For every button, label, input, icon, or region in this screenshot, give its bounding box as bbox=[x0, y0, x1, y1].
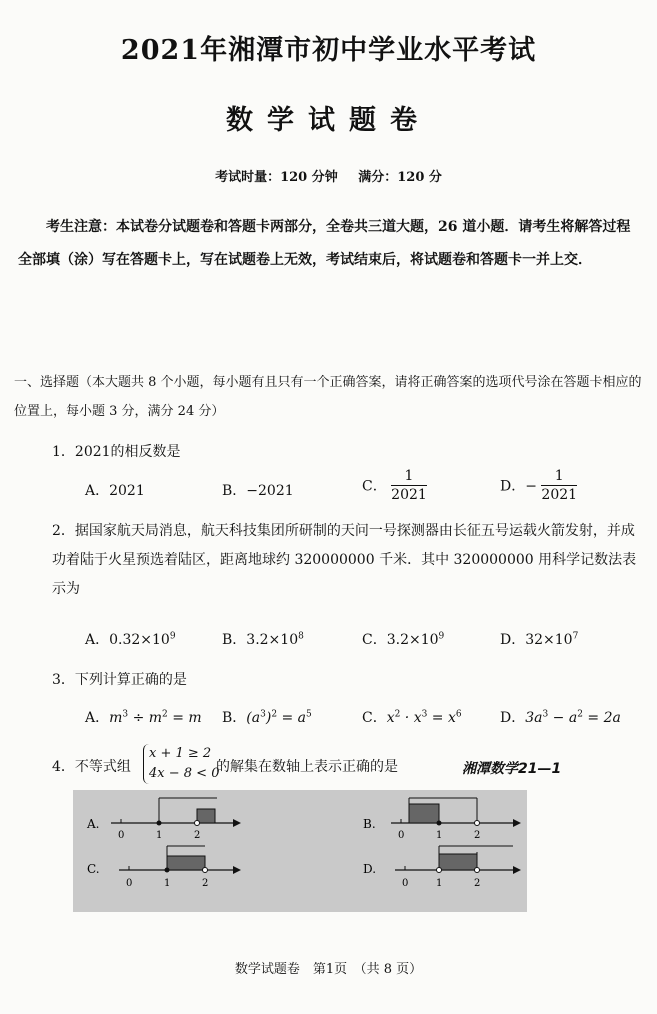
exp: 3 bbox=[122, 709, 129, 720]
tick-1: 1 bbox=[436, 830, 443, 841]
exp: 3 bbox=[421, 709, 428, 720]
question-4-stem-tail: 的解集在数轴上表示正确的是 bbox=[216, 759, 398, 775]
term: m bbox=[109, 710, 123, 726]
time-label: 考试时量：120 分钟 bbox=[215, 170, 338, 185]
inequality-system bbox=[143, 744, 219, 784]
question-4-stem: 4．不等式组 bbox=[52, 759, 131, 775]
fraction-denominator: 2021 bbox=[541, 487, 578, 503]
fraction-denominator: 2021 bbox=[391, 487, 427, 503]
q1-option-d bbox=[500, 467, 577, 504]
q2-option-a-text: A．0.32×10 bbox=[85, 632, 170, 648]
q3-option-d: D．$3a^3 - a^2 = 2a$ bbox=[500, 709, 621, 726]
stamp: 湘潭数学21—1 bbox=[462, 761, 562, 777]
tick-2: 2 bbox=[474, 830, 481, 841]
q2-option-b-exp: 8 bbox=[298, 631, 304, 642]
tick-2: 2 bbox=[194, 830, 201, 841]
fraction-numerator: 1 bbox=[541, 467, 577, 486]
question-3-stem: 3．下列计算正确的是 bbox=[52, 672, 187, 688]
term: − a bbox=[548, 710, 578, 726]
q2-option-d-exp: 7 bbox=[572, 631, 579, 642]
page-footer: 数学试题卷 第1页 （共 8 页） bbox=[234, 962, 423, 977]
question-1-stem: 1．2021的相反数是 bbox=[52, 444, 181, 460]
q1-option-d-fraction bbox=[541, 467, 577, 504]
exp: 2 bbox=[271, 709, 278, 720]
term: ) bbox=[265, 710, 272, 726]
term: = x bbox=[427, 710, 456, 726]
inequality-1: x + 1 ≥ 2 bbox=[149, 746, 212, 761]
term: ÷ m bbox=[128, 710, 163, 726]
q3-option-a: A．$m^3 \div m^2 = m$ bbox=[85, 709, 202, 726]
number-line-d bbox=[363, 846, 521, 889]
q2-option-b bbox=[222, 629, 304, 649]
q2-option-a bbox=[85, 629, 176, 649]
term: x bbox=[386, 710, 395, 726]
q2-option-c bbox=[362, 629, 444, 649]
number-line-b bbox=[363, 798, 521, 841]
q1-option-c-label: C． bbox=[362, 478, 387, 495]
q1-option-b: B．−2021 bbox=[222, 483, 294, 499]
q2-option-b-text: B．3.2×10 bbox=[222, 632, 299, 648]
exam-subtitle: 数学试题卷 bbox=[226, 105, 431, 136]
exam-title: 2021年湘潭市初中学业水平考试 bbox=[120, 35, 537, 66]
exp: 2 bbox=[577, 709, 583, 720]
exp: 3 bbox=[260, 709, 266, 720]
number-line-figure bbox=[73, 790, 527, 912]
term: (a bbox=[246, 710, 261, 726]
exp: 2 bbox=[162, 709, 168, 720]
exam-meta bbox=[0, 166, 657, 185]
tick-0: 0 bbox=[402, 878, 409, 889]
tick-0: 0 bbox=[398, 830, 405, 841]
tick-2: 2 bbox=[202, 878, 209, 889]
number-line-a bbox=[86, 798, 241, 841]
exp: 5 bbox=[306, 709, 312, 720]
exp: 2 bbox=[394, 709, 401, 720]
q1-option-c bbox=[362, 467, 427, 504]
q2-option-d bbox=[500, 629, 578, 649]
term: = a bbox=[277, 710, 307, 726]
q1-option-c-fraction bbox=[391, 467, 427, 504]
q1-option-d-label: D．− bbox=[500, 478, 537, 495]
fraction-numerator: 1 bbox=[391, 467, 427, 486]
tick-2: 2 bbox=[474, 878, 481, 889]
term: = 2a bbox=[582, 710, 621, 726]
q2-option-d-text: D．32×10 bbox=[500, 632, 573, 648]
term: = m bbox=[167, 710, 202, 726]
number-line-c bbox=[87, 846, 241, 889]
notice: 考生注意：本试卷分试题卷和答题卡两部分，全卷共三道大题，26 道小题．请考生将解答过程全部填（涂）写在答题卡上，写在试题卷上无效，考试结束后，将试题卷和答题卡一并上交． bbox=[18, 219, 631, 268]
section-heading: 一、选择题（本大题共 8 个小题，每小题有且只有一个正确答案，请将正确答案的选项代号涂在答题卡相应的位置上，每小题 3 分，满分 24 分） bbox=[14, 375, 642, 419]
tick-1: 1 bbox=[156, 830, 163, 841]
number-line-options bbox=[73, 790, 527, 912]
tick-1: 1 bbox=[436, 878, 443, 889]
q1-option-a: A．2021 bbox=[85, 483, 145, 499]
q2-option-a-exp: 9 bbox=[169, 631, 176, 642]
q2-option-c-text: C．3.2×10 bbox=[362, 632, 439, 648]
section-1 bbox=[14, 368, 644, 426]
inequality-2: 4x − 8 < 0 bbox=[149, 766, 220, 781]
question-2-stem: 2．据国家航天局消息，航天科技集团所研制的天问一号探测器由长征五号运载火箭发射，并成功着陆于火星预选着陆区，距离地球约 320000000 千米．其中 320000000 用科学记数法表示为 bbox=[52, 523, 637, 597]
tick-0: 0 bbox=[118, 830, 125, 841]
label-a: A. bbox=[87, 817, 100, 831]
tick-0: 0 bbox=[126, 878, 133, 889]
q3-option-b: B．$(a^3)^2 = a^5$ bbox=[222, 709, 312, 726]
term: · x bbox=[400, 710, 422, 726]
exp: 3 bbox=[542, 709, 549, 720]
label-c: C. bbox=[87, 862, 100, 876]
label-b: B. bbox=[363, 817, 376, 831]
q2-option-c-exp: 9 bbox=[438, 631, 445, 642]
q3-option-c: C．$x^2 \cdot x^3 = x^6$ bbox=[362, 709, 462, 726]
term: 3a bbox=[525, 710, 543, 726]
exp: 6 bbox=[455, 709, 462, 720]
tick-1: 1 bbox=[164, 878, 171, 889]
label-d: D. bbox=[363, 862, 377, 876]
score-label: 满分：120 分 bbox=[358, 170, 442, 185]
